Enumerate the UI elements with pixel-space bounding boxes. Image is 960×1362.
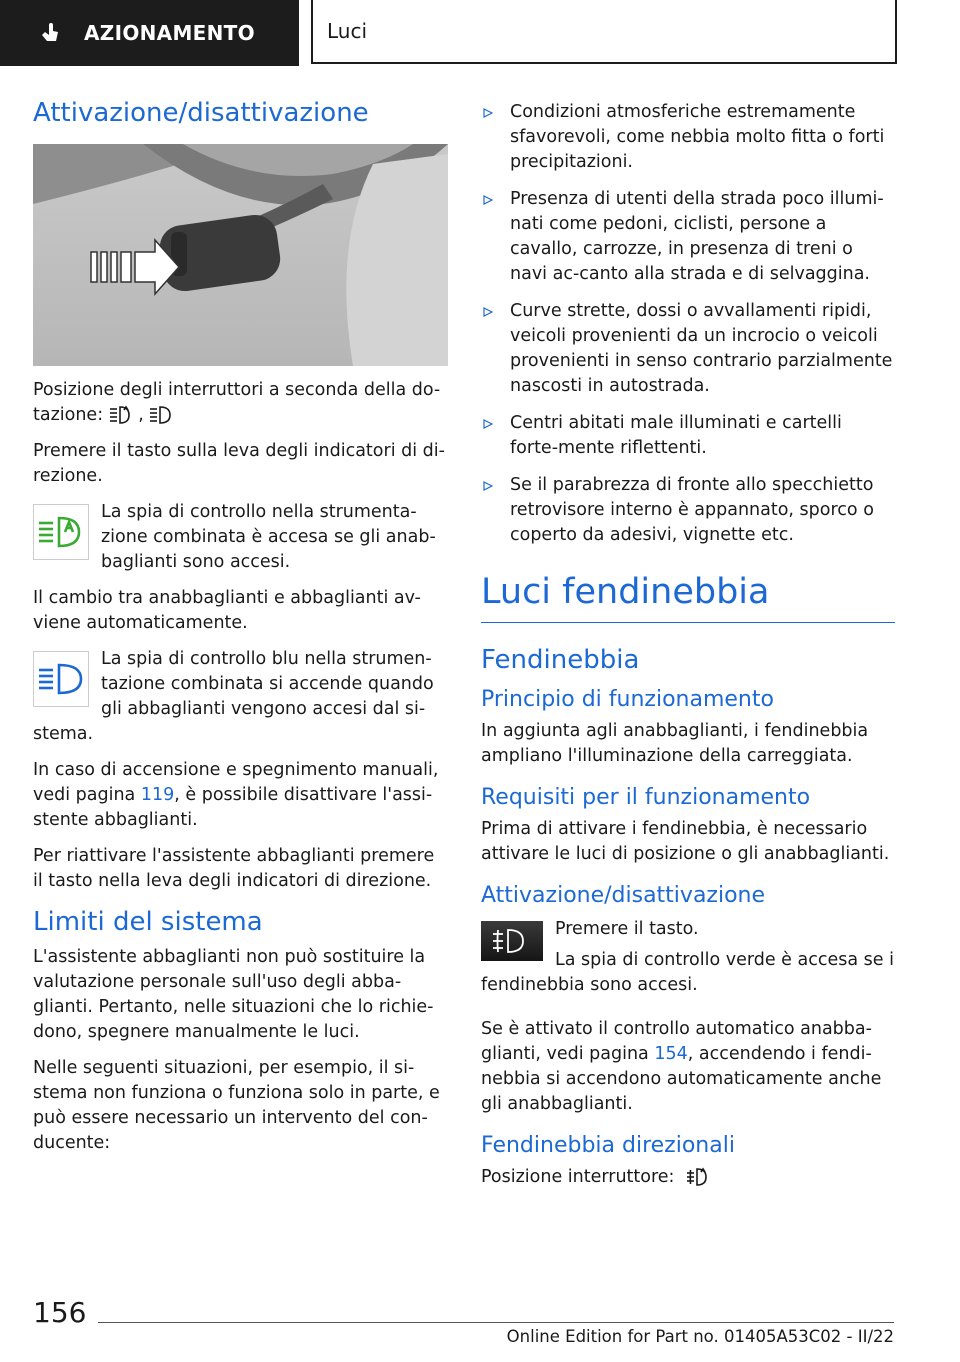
manual-switch-text: In caso di accensione e spegnimento manuali, vedi pagina 119, è possibile disattivare l'assi-stente abbaglianti. <box>33 760 439 830</box>
list-item: Condizioni atmosferiche estremamente sfavorevoli, come nebbia molto fitta o forti precipitazioni. <box>481 100 895 175</box>
auto-switch-text: Il cambio tra anabbaglianti e abbaglianti av-viene automaticamente. <box>33 588 421 633</box>
fog-lights-heading: Luci fendinebbia <box>481 572 770 612</box>
chapter-title: Luci <box>327 19 368 43</box>
triangle-bullet-icon <box>483 195 493 205</box>
fog-activation-heading: Attivazione/disattivazione <box>481 883 766 908</box>
list-item: Centri abitati male illuminati e cartelli forte-mente riflettenti. <box>481 411 895 461</box>
fog-button-block <box>481 917 895 1009</box>
triangle-bullet-icon <box>483 419 493 429</box>
fog-indicator-text: La spia di controllo verde è accesa se i fendinebbia sono accesi. <box>481 950 894 995</box>
blue-indicator-text: La spia di controllo blu nella strumen-tazione combinata si accende quando gli abbaglianti vengono accesi dal si-stema. <box>33 649 434 744</box>
section-title: AZIONAMENTO <box>84 21 255 45</box>
chapter-tab <box>311 0 897 64</box>
high-beam-assistant-icon <box>109 404 133 426</box>
list-item: Presenza di utenti della strada poco illumi-nati come pedoni, ciclisti, persone a cavallo, carrozze, in presenza di treni o navi ac-canto alla strada e di selvaggina. <box>481 187 895 287</box>
turn-signal-lever-photo <box>33 144 448 366</box>
fog-lights-subheading: Fendinebbia <box>481 645 640 675</box>
page-number: 156 <box>33 1296 87 1329</box>
triangle-bullet-icon <box>483 481 493 491</box>
blue-indicator-block <box>33 647 448 758</box>
green-indicator-text: La spia di controllo nella strumenta-zione combinata è accesa se gli anab-baglianti sono accesi. <box>101 502 436 572</box>
section-tab <box>0 0 299 66</box>
green-indicator-block <box>33 500 448 586</box>
heading-divider <box>481 622 895 623</box>
left-column <box>33 96 448 1167</box>
triangle-bullet-icon <box>483 307 493 317</box>
auto-low-beam-text: Se è attivato il controllo automatico anabba-glianti, vedi pagina 154, accendendo i fendi-nebbia si accendono automaticamente anche gli anabbaglianti. <box>481 1019 882 1114</box>
triangle-bullet-icon <box>483 108 493 118</box>
page-header <box>0 0 960 66</box>
directional-fog-icon <box>686 1166 710 1188</box>
high-beam-icon <box>149 404 173 426</box>
press-button-fog-text: Premere il tasto. <box>555 919 699 939</box>
page-link-119[interactable]: 119 <box>140 785 175 805</box>
limits-text-2: Nelle seguenti situazioni, per esempio, il si-stema non funziona o funziona solo in parte, e può essere necessario un intervento del con-ducente: <box>33 1058 440 1153</box>
list-item: Se il parabrezza di fronte allo specchietto retrovisore interno è appannato, sporco o coperto da adesivi, vignette etc. <box>481 473 895 548</box>
section-heading-activation: Attivazione/disattivazione <box>33 98 369 128</box>
requirements-heading: Requisiti per il funzionamento <box>481 785 811 810</box>
hand-pointer-icon <box>36 19 64 47</box>
limits-list <box>481 100 895 548</box>
page-link-154[interactable]: 154 <box>654 1044 688 1064</box>
directional-fog-heading: Fendinebbia direzionali <box>481 1133 735 1158</box>
high-beam-indicator-icon <box>33 651 89 707</box>
requirements-text: Prima di attivare i fendinebbia, è necessario attivare le luci di posizione o gli anabbaglianti. <box>481 819 890 864</box>
high-beam-assistant-indicator-icon <box>33 504 89 560</box>
fog-light-button-icon <box>481 921 543 961</box>
system-limits-heading: Limiti del sistema <box>33 907 263 937</box>
list-item: Curve strette, dossi o avvallamenti ripidi, veicoli provenienti da un incrocio o veicoli provenienti in senso contrario parzialmente nascosti in autostrada. <box>481 299 895 399</box>
press-button-text: Premere il tasto sulla leva degli indicatori di di-rezione. <box>33 441 445 486</box>
footer-divider <box>98 1322 894 1323</box>
switch-position-text: Posizione degli interruttori a seconda della do-tazione: , <box>33 380 441 425</box>
directional-fog-text: Posizione interruttore: <box>481 1165 895 1190</box>
reactivate-text: Per riattivare l'assistente abbaglianti premere il tasto nella leva degli indicatori di direzione. <box>33 846 435 891</box>
right-column <box>481 100 895 1201</box>
principle-heading: Principio di funzionamento <box>481 687 774 712</box>
edition-text: Online Edition for Part no. 01405A53C02 - II/22 <box>506 1327 894 1346</box>
principle-text: In aggiunta agli anabbaglianti, i fendinebbia ampliano l'illuminazione della carreggiata. <box>481 721 869 766</box>
limits-text-1: L'assistente abbaglianti non può sostituire la valutazione personale sull'uso degli abba-glianti. Pertanto, nelle situazioni che lo richie-dono, spegnere manualmente le luci. <box>33 947 434 1042</box>
